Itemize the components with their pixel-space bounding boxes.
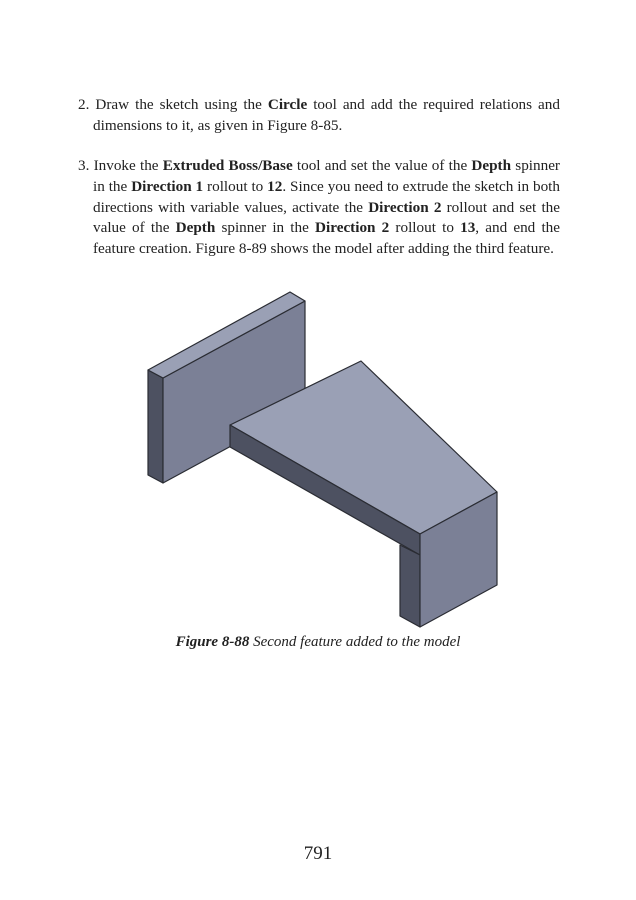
step-text: , and end the feature creation. Figure 8-89 shows the model after adding the third feature. [93,219,560,258]
step-text: . Since you need to extrude the sketch in both directions with variable values, activate the [93,177,560,216]
bold-term: Direction 2 [315,219,390,237]
step-text: tool and set the value of the [292,157,472,174]
step-text: rollout to [203,177,268,195]
wall-left-face [148,370,163,483]
figure-label: Figure 8-88 [175,634,250,650]
step-number: 3. [78,157,90,174]
step-text: spinner in the [93,157,560,195]
step-text: spinner in the [215,219,316,237]
step-text: tool and add the required relations and dimensions to it, as given in Figure 8-85. [93,96,560,134]
bold-term: 13 [460,219,476,237]
step-text: Draw the sketch using the [89,96,268,113]
page-number: 791 [303,843,333,864]
bold-term: Circle [267,96,308,113]
figure-caption-text: Second feature added to the model [249,634,461,650]
bold-term: 12 [267,177,283,195]
bold-term: Depth [471,157,512,174]
step-text: rollout and set the value of the [93,198,560,237]
figure-caption [0,634,636,651]
step-3 [78,156,560,260]
leg-left-face [400,545,420,627]
step-2 [78,95,560,137]
figure-8-88-model [130,285,510,630]
bold-term: Direction 1 [131,177,204,195]
bold-term: Depth [175,219,216,237]
step-text: rollout to [389,219,461,237]
step-text: Invoke the [89,157,163,174]
bold-term: Extruded Boss/Base [162,157,293,174]
bold-term: Direction 2 [368,198,442,216]
step-number: 2. [78,96,90,113]
